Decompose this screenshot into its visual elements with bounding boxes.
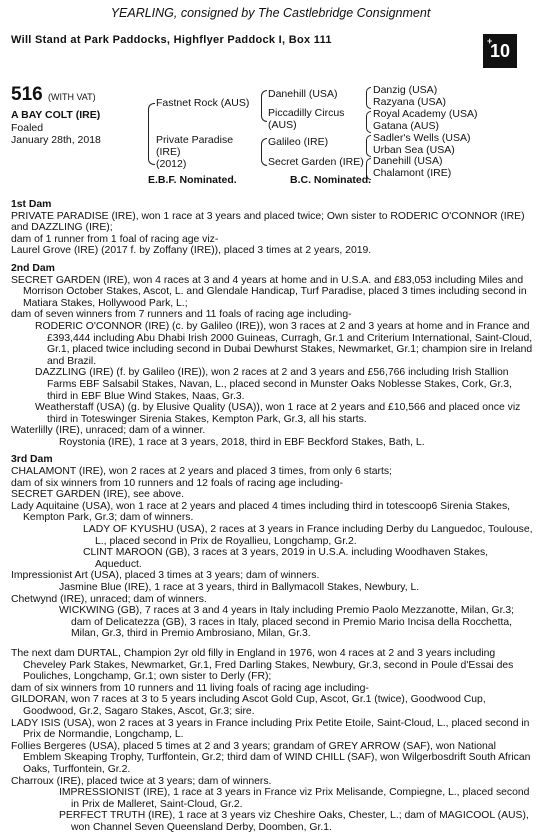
pedigree-line: DAZZLING (IRE) (f. by Galileo (IRE)), won 2 races at 2 and 3 years and £56,766 including Irish Stallion Farms EBF Salsabil Stakes, Navan, L., placed second in Munster Oaks Noblesse Stakes, Cork, Gr.3, third in EBF Blue Wind Stakes, Naas, Gr.3. <box>35 367 512 402</box>
pedigree-line: LADY ISIS (USA), won 2 races at 3 years in France including Prix Petite Etoile, Saint-Cloud, L., placed second in Prix de Normandie, Longchamp, L. <box>11 717 530 741</box>
pedigree-line: LADY OF KYUSHU (USA), 2 races at 3 years in France including Derby du Languedoc, Toulouse, L., placed second in Prix de Royallieu, Longchamp, Gr.2. <box>83 524 533 547</box>
spacer <box>11 640 533 648</box>
pedigree-line: CHALAMONT (IRE), won 2 races at 2 years and placed 3 times, from only 6 starts; <box>11 466 392 478</box>
gg-1: Danzig (USA) <box>373 84 438 96</box>
lot-badge <box>483 34 517 68</box>
gg-6: Urban Sea (USA) <box>373 144 455 156</box>
pedigree-line: Lady Aquitaine (USA), won 1 race at 2 years and placed 4 times including third in totescoop6 Sirenia Stakes, Kempton Park, Gr.3; dam of winners. <box>11 500 511 524</box>
dam-line2: (IRE) <box>156 146 181 158</box>
pedigree-line: Weatherstaff (USA) (g. by Elusive Quality (USA)), won 1 race at 2 years and £10,566 and placed once viz third in Toteswinger Sirenia Stakes, Kempton Park, Gr.3, all his starts. <box>35 402 521 425</box>
pedigree-line: Laurel Grove (IRE) (2017 f. by Zoffany (IRE)), placed 3 times at 2 years, 2019. <box>11 245 372 257</box>
pedigree-line: Follies Bergeres (USA), placed 5 times at 2 and 3 years; grandam of GREY ARROW (SAF), won National Emblem Skeaping Trophy, Turffontein, Gr.2; third dam of WIND CHILL (SAF), won Wilgerbosdrift South African Oaks, Turffontein, Gr.2. <box>11 740 531 775</box>
sire: Fastnet Rock (AUS) <box>156 97 250 109</box>
sire-dam-line1: Piccadilly Circus <box>268 107 345 119</box>
pedigree-line: PERFECT TRUTH (IRE), 1 race at 3 years viz Cheshire Oaks, Chester, L.; dam of MAGICOOL (AUS), won Channel Seven Queensland Derby, Doomben, Gr.1. <box>59 810 529 833</box>
sire-dam-line2: (AUS) <box>268 119 297 131</box>
pedigree-notes <box>11 193 533 833</box>
section-heading: 1st Dam <box>11 199 52 210</box>
gg-8: Chalamont (IRE) <box>373 167 452 179</box>
gg-5: Sadler's Wells (USA) <box>373 132 471 144</box>
foaled-label: Foaled <box>11 122 44 134</box>
pedigree-line: SECRET GARDEN (IRE), won 4 races at 3 and 4 years at home and in U.S.A. and £83,053 including Miles and Morrison October Stakes, Ascot, L. and Glendale Handicap, Turf Paradise, placed 3 times including second in Matiara Stakes, Hollywood Park, L.; <box>11 274 527 309</box>
pedigree-line: IMPRESSIONIST (IRE), 1 race at 3 years in France viz Prix Melisande, Compiegne, L., placed second in Prix de Malleret, Saint-Cloud, Gr.2. <box>59 787 530 810</box>
horse-name: A BAY COLT (IRE) <box>11 109 101 121</box>
pedigree-line: Impressionist Art (USA), placed 3 times at 3 years; dam of winners. <box>11 570 320 582</box>
vat-label: (WITH VAT) <box>47 92 96 102</box>
catalogue-header: YEARLING, consigned by The Castlebridge Consignment <box>110 6 431 20</box>
pedigree-line: Roystonia (IRE), 1 race at 3 years, 2018, third in EBF Beckford Stakes, Bath, L. <box>59 436 425 448</box>
sire-sire: Danehill (USA) <box>268 88 338 100</box>
plus-icon: + <box>487 36 493 46</box>
pedigree-line: PRIVATE PARADISE (IRE), won 1 race at 3 years and placed twice; Own sister to RODERIC O'CONNOR (IRE) and DAZZLING (IRE); <box>11 210 525 234</box>
dam-sire: Galileo (IRE) <box>268 136 329 148</box>
pedigree-line: The next dam DURTAL, Champion 2yr old filly in England in 1976, won 4 races at 2 and 3 years including Cheveley Park Stakes, Newmarket, Gr.1, Fred Darling Stakes, Newbury, Gr.3, second in Poule d'Essai des Pouliches, Longchamp, Gr.1; own sister to Derly (FR); <box>11 647 514 683</box>
dam-line3: (2012) <box>156 158 187 170</box>
section-heading: 3rd Dam <box>11 454 53 466</box>
stand-location: Will Stand at Park Paddocks, Highflyer Paddock I, Box 111 <box>11 34 332 46</box>
lot-badge-number: 10 <box>489 40 511 61</box>
lot-number <box>11 84 96 106</box>
pedigree-brace-g3 <box>366 135 371 157</box>
pedigree-line: GILDORAN, won 7 races at 3 to 5 years including Ascot Gold Cup, Ascot, Gr.1 (twice), Goodwood Cup, Goodwood, Gr.2, Sagaro Stakes, Ascot, Gr.3; sire. <box>11 694 486 717</box>
gg-4: Gatana (AUS) <box>373 120 439 132</box>
foaled-date: January 28th, 2018 <box>11 134 101 146</box>
pedigree-line: CLINT MAROON (GB), 3 races at 3 years, 2019 in U.S.A. including Woodhaven Stakes, Aqueduct. <box>83 547 489 570</box>
gg-3: Royal Academy (USA) <box>373 108 478 120</box>
pedigree-line: RODERIC O'CONNOR (IRE) (c. by Galileo (IRE)), won 3 races at 2 and 3 years at home and in France and £393,444 including Abu Dhabi Irish 2000 Guineas, Curragh, Gr.1 and Criterium International, Saint-Cloud, Gr.1, placed twice including second in Dubai Dewhurst Stakes, Newmarket, Gr.1; champion sire in Ireland and Brazil. <box>35 320 533 367</box>
pedigree-line: dam of six winners from 10 runners and 12 foals of racing age including- <box>11 477 344 489</box>
pedigree-brace-main <box>148 103 155 165</box>
dam-dam: Secret Garden (IRE) <box>268 156 364 168</box>
pedigree-brace-sire <box>261 90 267 122</box>
gg-2: Razyana (USA) <box>373 96 446 108</box>
pedigree-line: dam of seven winners from 7 runners and 11 foals of racing age including- <box>11 309 352 321</box>
pedigree-brace-g2 <box>366 111 371 133</box>
pedigree-line: Chetwynd (IRE), unraced; dam of winners. <box>11 593 207 605</box>
pedigree-line: Charroux (IRE), placed twice at 3 years; dam of winners. <box>11 775 272 787</box>
pedigree-line: dam of six winners from 10 runners and 11 living foals of racing age including- <box>11 682 369 694</box>
ebf-nominated: E.B.F. Nominated. <box>148 174 237 186</box>
section-heading: 2nd Dam <box>11 262 55 274</box>
bc-nominated: B.C. Nominated. <box>290 174 372 186</box>
pedigree-line: SECRET GARDEN (IRE), see above. <box>11 489 185 501</box>
pedigree-line: WICKWING (GB), 7 races at 3 and 4 years in Italy including Premio Paolo Mezzanotte, Milan, Gr.3; dam of Delicatezza (GB), 3 races in Italy, placed second in Premio Mario Incisa della Rocchetta, Milan, Gr.3, third in Premio Ambrosiano, Milan, Gr.3. <box>59 605 515 640</box>
dam-line1: Private Paradise <box>156 134 234 146</box>
lot-number-value: 516 <box>11 84 43 105</box>
pedigree-brace-dam <box>261 138 267 166</box>
gg-7: Danehill (USA) <box>373 155 443 167</box>
pedigree-line: dam of 1 runner from 1 foal of racing age viz- <box>11 233 219 245</box>
pedigree-line: Jasmine Blue (IRE), 1 race at 3 years, third in Ballymacoll Stakes, Newbury, L. <box>59 582 420 593</box>
pedigree-brace-g1 <box>366 87 371 109</box>
pedigree-line: Waterlilly (IRE), unraced; dam of a winner. <box>11 425 206 437</box>
